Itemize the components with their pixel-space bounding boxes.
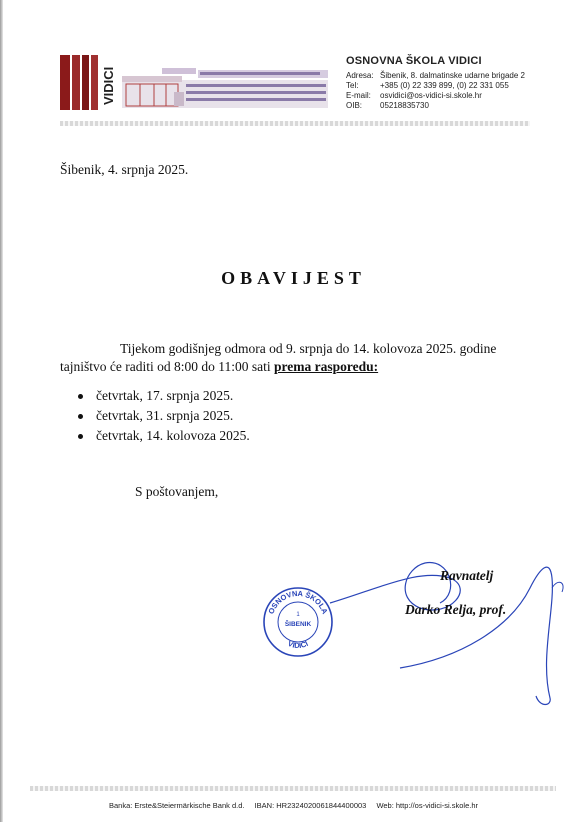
contact-phone: Tel: +385 (0) 22 339 899, (0) 22 331 055 <box>346 81 509 90</box>
contact-email: E-mail: osvidici@os-vidici-si.skole.hr <box>346 91 482 100</box>
contact-oib: OIB: 05218835730 <box>346 101 429 110</box>
header-divider <box>60 121 530 126</box>
schedule-list <box>78 386 250 446</box>
closing-salutation: S poštovanjem, <box>135 484 219 499</box>
contact-block <box>346 71 525 111</box>
list-item: četvrtak, 17. srpnja 2025. <box>78 386 250 406</box>
list-item: četvrtak, 31. srpnja 2025. <box>78 406 250 426</box>
stamp-number: 1 <box>296 612 300 618</box>
footer-bank: Banka: Erste&Steiermärkische Bank d.d. <box>109 801 245 810</box>
signatory-title: Ravnatelj <box>440 568 494 583</box>
letter-date: Šibenik, 4. srpnja 2025. <box>60 162 189 177</box>
bullet-icon <box>78 394 83 399</box>
signatory-name: Darko Relja, prof. <box>405 602 507 617</box>
contact-address: Adresa: Šibenik, 8. dalmatinske udarne brigade 2 <box>346 71 525 80</box>
notice-paragraph <box>60 340 540 376</box>
bullet-icon <box>78 434 83 439</box>
paragraph-line-2: tajništvo će raditi od 8:00 do 11:00 sati prema rasporedu: <box>60 359 379 374</box>
list-item: četvrtak, 14. kolovoza 2025. <box>78 426 250 446</box>
stamp-text-top: OSNOVNA ŠKOLA <box>266 588 330 616</box>
logo-wordmark: VIDICI <box>101 66 116 105</box>
schedule-emphasis: prema rasporedu: <box>273 359 379 374</box>
footer-iban: IBAN: HR2324020061844400003 <box>254 801 367 810</box>
stamp-text-bottom: VIDICI <box>286 638 310 651</box>
school-logo <box>60 55 120 110</box>
paragraph-line-1: Tijekom godišnjeg odmora od 9. srpnja do 14. kolovoza 2025. godine <box>120 341 497 356</box>
stamp-text-center: ŠIBENIK <box>284 621 312 628</box>
footer-info <box>0 801 587 810</box>
footer-divider <box>30 786 556 791</box>
letter-title: OBAVIJEST <box>221 268 366 288</box>
school-building-illustration <box>122 62 328 108</box>
scan-edge-shadow <box>0 0 3 822</box>
handwritten-signature <box>300 548 570 708</box>
footer-web: Web: http://os-vidici-si.skole.hr <box>376 801 478 810</box>
bullet-icon <box>78 414 83 419</box>
school-name: OSNOVNA ŠKOLA VIDICI <box>346 55 482 67</box>
